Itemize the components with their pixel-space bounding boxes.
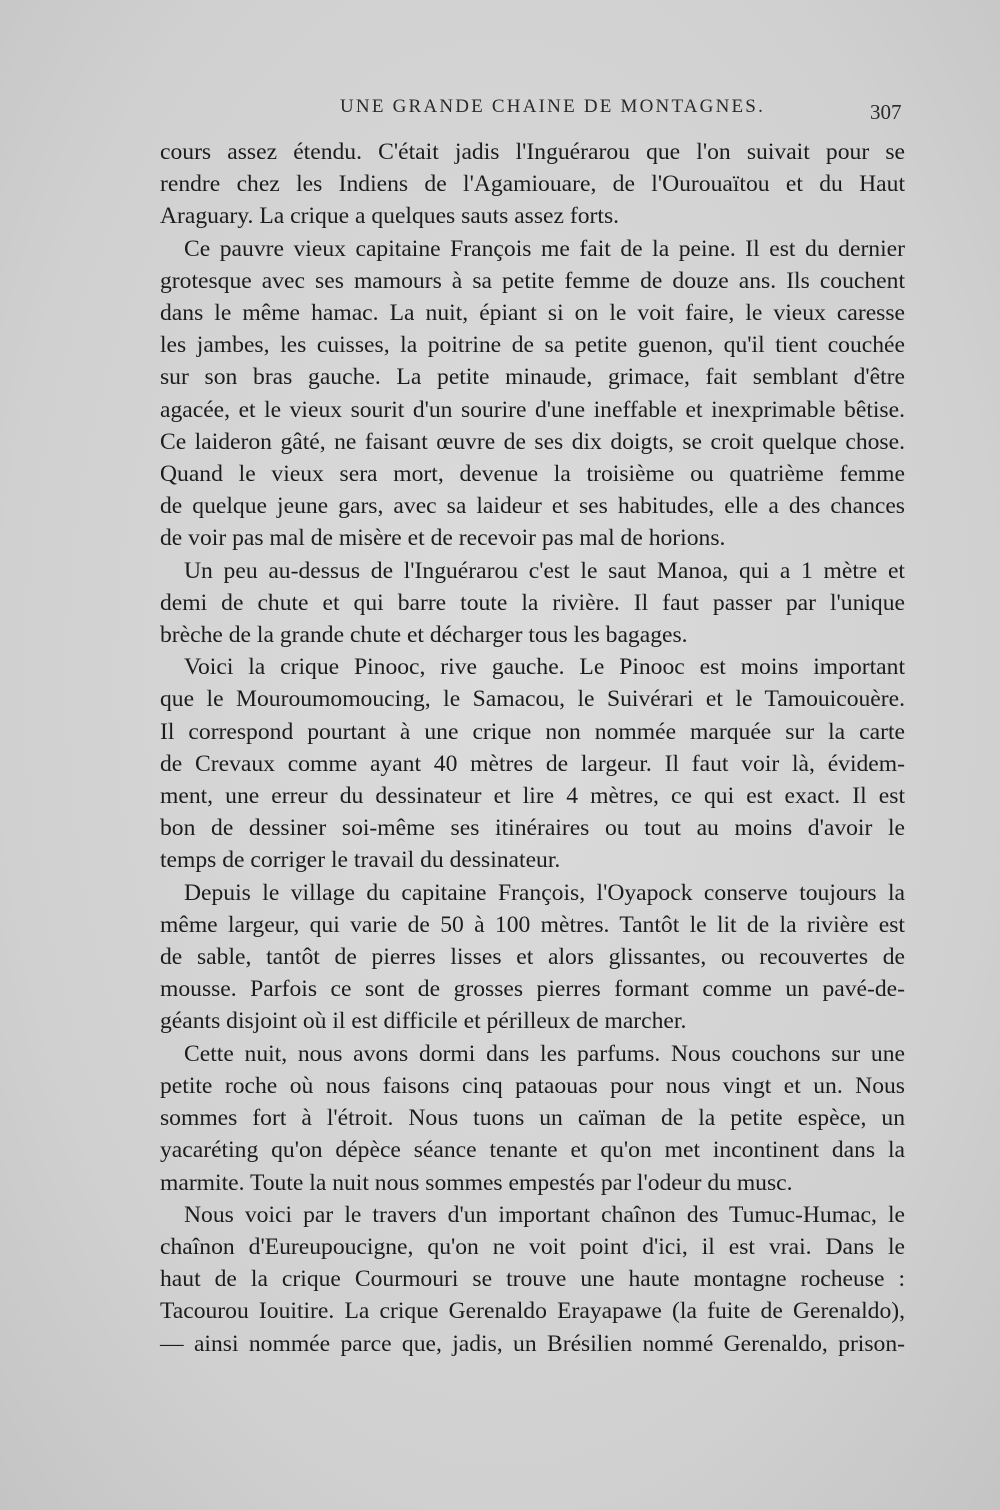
text-line: dans le même hamac. La nuit, épiant si on le voit faire, le vieux caresse — [160, 300, 905, 327]
text-line: agacée, et le vieux sourit d'un sourire d'une ineffable et inexprimable bêtise. — [160, 396, 905, 423]
text-line: de voir pas mal de misère et de recevoir pas mal de horions. — [160, 525, 726, 552]
text-line: chaînon d'Eureupoucigne, qu'on ne voit point d'ici, il est vrai. Dans le — [160, 1233, 905, 1260]
paragraph-crique-pinooc — [160, 651, 905, 876]
body-text — [160, 136, 905, 1360]
text-line: — ainsi nommée parce que, jadis, un Brésilien nommé Gerenaldo, prison- — [160, 1330, 905, 1357]
text-line: Ce laideron gâté, ne faisant œuvre de ses dix doigts, se croit quelque chose. — [160, 428, 905, 455]
paragraph-capitaine-francois — [160, 233, 905, 555]
text-line: temps de corriger le travail du dessinateur. — [160, 847, 561, 874]
paragraph-cette-nuit — [160, 1038, 905, 1199]
text-line: ment, une erreur du dessinateur et lire 4 mètres, ce qui est exact. Il est — [160, 783, 905, 810]
running-head-title: UNE GRANDE CHAINE DE MONTAGNES. — [340, 96, 766, 117]
text-line: Voici la crique Pinooc, rive gauche. Le Pinooc est moins important — [184, 654, 905, 681]
text-line: que le Mouroumomoucing, le Samacou, le Suivérari et le Tamouicouère. — [160, 686, 905, 713]
text-line: de quelque jeune gars, avec sa laideur et ses habitudes, elle a des chances — [160, 493, 905, 520]
text-line: géants disjoint où il est difficile et périlleux de marcher. — [160, 1008, 687, 1035]
paragraph-oyapock — [160, 877, 905, 1038]
text-line: mousse. Parfois ce sont de grosses pierres formant comme un pavé-de- — [160, 976, 905, 1003]
paragraph-saut-manoa — [160, 555, 905, 652]
text-line: bon de dessiner soi-même ses itinéraires ou tout au moins d'avoir le — [160, 815, 905, 842]
text-line: Nous voici par le travers d'un important chaînon des Tumuc-Humac, le — [184, 1201, 905, 1228]
text-line: brèche de la grande chute et décharger tous les bagages. — [160, 622, 688, 649]
text-line: Tacourou Iouitire. La crique Gerenaldo Erayapawe (la fuite de Gerenaldo), — [160, 1298, 905, 1325]
text-line: Quand le vieux sera mort, devenue la troisième ou quatrième femme — [160, 461, 905, 488]
text-line: même largeur, qui varie de 50 à 100 mètres. Tantôt le lit de la rivière est — [160, 911, 905, 938]
text-line: les jambes, les cuisses, la poitrine de sa petite guenon, qu'il tient couchée — [160, 332, 905, 359]
page-number: 307 — [870, 100, 902, 124]
paragraph-tumuc-humac — [160, 1199, 905, 1360]
text-line: sommes fort à l'étroit. Nous tuons un caïman de la petite espèce, un — [160, 1105, 905, 1132]
text-line: de sable, tantôt de pierres lisses et alors glissantes, ou recouvertes de — [160, 944, 905, 971]
text-line: sur son bras gauche. La petite minaude, grimace, fait semblant d'être — [160, 364, 905, 391]
text-line: Ce pauvre vieux capitaine François me fait de la peine. Il est du dernier — [184, 235, 905, 262]
text-line: demi de chute et qui barre toute la rivière. Il faut passer par l'unique — [160, 589, 905, 616]
text-line: haut de la crique Courmouri se trouve une haute montagne rocheuse : — [160, 1266, 905, 1293]
text-line: petite roche où nous faisons cinq pataouas pour nous vingt et un. Nous — [160, 1072, 905, 1099]
text-line: Un peu au-dessus de l'Inguérarou c'est le saut Manoa, qui a 1 mètre et — [184, 557, 905, 584]
text-line: cours assez étendu. C'était jadis l'Inguérarou que l'on suivait pour se — [160, 139, 905, 165]
text-line: de Crevaux comme ayant 40 mètres de largeur. Il faut voir là, évidem- — [160, 750, 905, 777]
text-line: marmite. Toute la nuit nous sommes empestés par l'odeur du musc. — [160, 1169, 793, 1196]
text-line: Depuis le village du capitaine François, l'Oyapock conserve toujours la — [184, 879, 905, 906]
text-line: grotesque avec ses mamours à sa petite femme de douze ans. Ils couchent — [160, 267, 905, 294]
text-line: rendre chez les Indiens de l'Agamiouare, de l'Ourouaïtou et du Haut — [160, 171, 905, 198]
text-line: Araguary. La crique a quelques sauts assez forts. — [160, 203, 620, 230]
text-line: Cette nuit, nous avons dormi dans les parfums. Nous couchons sur une — [184, 1040, 905, 1067]
paragraph-continuation — [160, 136, 905, 233]
text-line: Il correspond pourtant à une crique non nommée marquée sur la carte — [160, 718, 905, 745]
text-line: yacaréting qu'on dépèce séance tenante et qu'on met incontinent dans la — [160, 1137, 905, 1164]
